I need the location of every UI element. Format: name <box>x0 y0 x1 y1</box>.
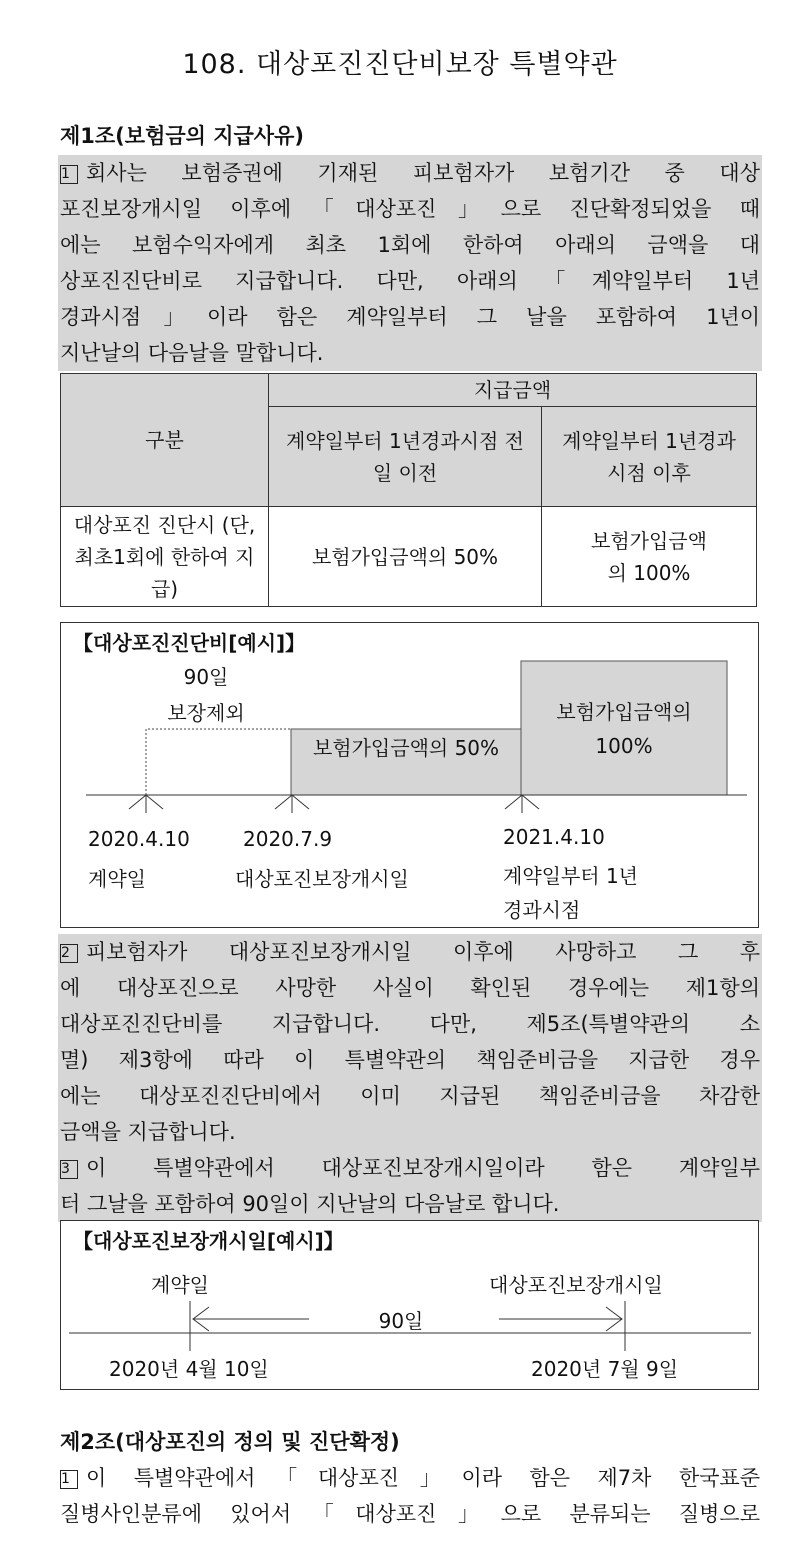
text-line: 에는 대상포진진단비에서 이미 지급된 책임준비금을 차감한 <box>60 1084 760 1108</box>
exclusion-days: 90일 <box>183 665 229 689</box>
point-1-label: 계약일 <box>88 867 146 891</box>
table-header-before: 계약일부터 1년경과시점 전일 이전 <box>269 407 542 507</box>
table-header-amount: 지급금액 <box>269 374 757 407</box>
point-3-date: 2021.4.10 <box>503 825 605 849</box>
paragraph-number: 3 <box>60 1160 78 1179</box>
paragraph-number: 2 <box>60 944 78 963</box>
text-line: 에 대상포진으로 사망한 사실이 확인된 경우에는 제1항의 <box>60 976 760 1000</box>
text-line: 피보험자가 대상포진보장개시일 이후에 사망하고 그 후 <box>86 940 760 964</box>
point-2-label: 대상포진보장개시일 <box>235 867 409 891</box>
paragraph-number: 1 <box>60 165 78 184</box>
text-line: 지난날의 다음날을 말합니다. <box>60 341 324 365</box>
article-1-paragraph-1 <box>58 155 762 371</box>
contract-date: 2020년 4월 10일 <box>109 1357 269 1381</box>
article-1-heading: 제1조(보험금의 지급사유) <box>60 124 304 148</box>
text-line: 상포진진단비로 지급합니다. 다만, 아래의「계약일부터 1년 <box>60 269 760 293</box>
exclusion-label: 보장제외 <box>167 701 245 725</box>
text-line: 금액을 지급합니다. <box>60 1120 236 1144</box>
text-line: 이 특별약관에서「대상포진」이라 함은 제7차 한국표준 <box>86 1466 760 1490</box>
text-line: 에는 보험수익자에게 최초 1회에 한하여 아래의 금액을 대 <box>60 233 760 257</box>
exclusion-dotted-line <box>146 729 291 795</box>
days-label: 90일 <box>378 1309 424 1333</box>
table-cell-before: 보험가입금액의 50% <box>269 507 542 607</box>
text-line: 터 그날을 포함하여 90일이 지난날의 다음날로 합니다. <box>60 1192 560 1216</box>
diagnosis-example-box <box>60 622 759 928</box>
table-cell-after: 보험가입금액의 100% <box>542 507 757 607</box>
paragraph-number: 1 <box>60 1470 78 1489</box>
example-title: 【대상포진진단비[예시]】 <box>73 631 306 655</box>
point-1-date: 2020.4.10 <box>88 827 190 851</box>
example-title: 【대상포진보장개시일[예시]】 <box>73 1229 344 1253</box>
table-row-label: 대상포진 진단시 (단, 최초1회에 한하여 지급) <box>61 507 269 607</box>
coverage-start-label: 대상포진보장개시일 <box>489 1273 663 1297</box>
text-line: 대상포진진단비를 지급합니다. 다만, 제5조(특별약관의 소 <box>60 1012 760 1036</box>
text-line: 회사는 보험증권에 기재된 피보험자가 보험기간 중 대상 <box>86 161 760 185</box>
contract-date-label: 계약일 <box>151 1273 209 1297</box>
point-3-label: 계약일부터 1년경과시점 <box>503 864 639 922</box>
point-2-date: 2020.7.9 <box>243 827 333 851</box>
coverage-start-example-box <box>60 1220 759 1390</box>
article-2-paragraph-1 <box>58 1460 762 1532</box>
table-header-category: 구분 <box>61 374 269 507</box>
table-header-after: 계약일부터 1년경과시점 이후 <box>542 407 757 507</box>
article-2-heading: 제2조(대상포진의 정의 및 진단확정) <box>60 1430 400 1454</box>
payment-table <box>60 373 757 607</box>
article-1-paragraph-2 <box>58 934 762 1222</box>
text-line: 멸) 제3항에 따라 이 특별약관의 책임준비금을 지급한 경우 <box>60 1048 760 1072</box>
text-line: 이 특별약관에서 대상포진보장개시일이라 함은 계약일부 <box>86 1156 760 1180</box>
bar-50-label: 보험가입금액의 50% <box>312 736 500 760</box>
text-line: 포진보장개시일 이후에「대상포진」으로 진단확정되었을 때 <box>60 197 760 221</box>
bar-100-label: 보험가입금액의 100% <box>556 700 692 758</box>
page-title: 108. 대상포진진단비보장 특별약관 <box>182 49 618 80</box>
coverage-start-date: 2020년 7월 9일 <box>531 1357 679 1381</box>
text-line: 질병사인분류에 있어서「대상포진」으로 분류되는 질병으로 <box>60 1502 760 1526</box>
text-line: 경과시점」이라 함은 계약일부터 그 날을 포함하여 1년이 <box>60 305 760 329</box>
